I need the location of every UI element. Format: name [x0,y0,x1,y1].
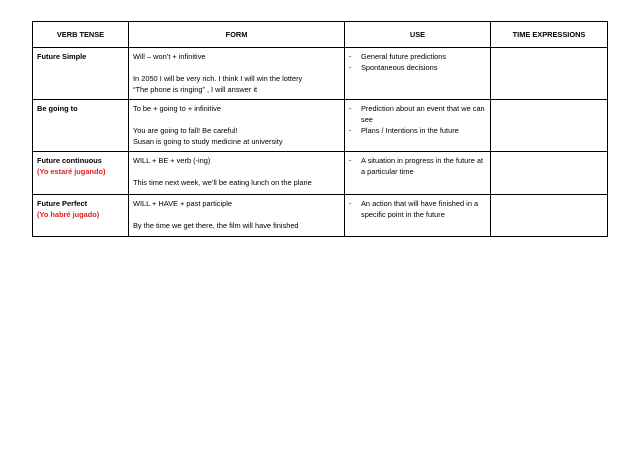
tense-cell [33,48,129,100]
form-structure: WILL + HAVE + past participle [133,199,232,208]
table-row-future-simple [33,48,608,100]
use-item: - General future predictions [349,51,486,62]
use-item: - Prediction about an event that we can see [349,103,486,125]
form-structure: To be + going to + infinitive [133,104,221,113]
verb-tenses-table [32,21,608,237]
use-cell [345,195,491,237]
tense-spanish-translation: (Yo estaré jugando) [37,167,106,176]
time-expressions-cell [491,195,608,237]
use-list [349,103,486,136]
use-cell [345,152,491,195]
example-sentence: “The phone is ringing” , I will answer it [133,85,258,94]
tense-name: Future Perfect [37,199,88,208]
use-item: - A situation in progress in the future at a particular time [349,155,486,177]
time-expressions-cell [491,100,608,152]
table-row-future-perfect [33,195,608,237]
time-expressions-cell [491,48,608,100]
form-cell [129,152,345,195]
example-sentence: You are going to fall! Be careful! [133,126,238,135]
use-item: - An action that will have finished in a specific point in the future [349,198,486,220]
header-form: FORM [129,22,345,48]
header-time-expressions: TIME EXPRESSIONS [491,22,608,48]
example-sentence: Susan is going to study medicine at university [133,137,283,146]
form-cell [129,195,345,237]
example-sentence: In 2050 I will be very rich. I think I will win the lottery [133,74,303,83]
header-use: USE [345,22,491,48]
example-sentence: This time next week, we’ll be eating lunch on the plane [133,178,312,187]
use-cell [345,48,491,100]
use-cell [345,100,491,152]
form-structure: Will – won’t + infinitive [133,52,206,61]
tense-name: Future Simple [37,52,87,61]
use-list [349,155,486,177]
tense-cell [33,100,129,152]
form-cell [129,100,345,152]
tense-spanish-translation: (Yo habré jugado) [37,210,100,219]
table-row-future-continuous [33,152,608,195]
header-row [33,22,608,48]
use-item: - Plans / Intentions in the future [349,125,486,136]
tense-name: Future continuous [37,156,102,165]
use-item: - Spontaneous decisions [349,62,486,73]
form-cell [129,48,345,100]
tense-cell [33,195,129,237]
table-row-be-going-to [33,100,608,152]
tense-cell [33,152,129,195]
header-verb-tense: VERB TENSE [33,22,129,48]
form-structure: WILL + BE + verb (-ing) [133,156,211,165]
use-list [349,198,486,220]
tense-name: Be going to [37,104,78,113]
use-list [349,51,486,73]
example-sentence: By the time we get there, the film will have finished [133,221,299,230]
time-expressions-cell [491,152,608,195]
